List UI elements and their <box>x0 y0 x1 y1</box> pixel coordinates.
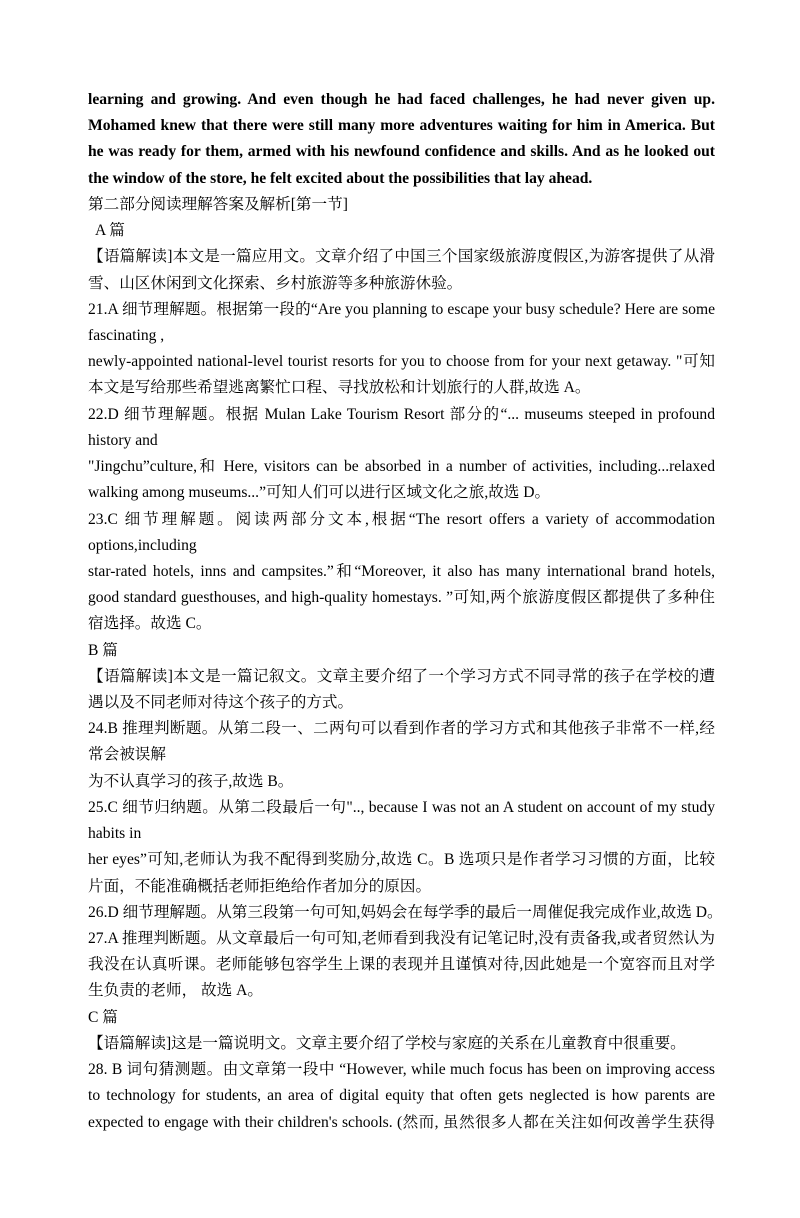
text-line: he was ready for them, armed with his newfound confidence and skills. And as he looked out <box>88 143 715 161</box>
text-line: the window of the store, he felt excited about the possibilities that lay ahead. <box>88 169 593 187</box>
text-line: 21.A 细节理解题。根据第一段的“Are you planning to escape your busy schedule? Here are some <box>88 300 715 318</box>
text-line: 【语篇解读]这是一篇说明文。文章主要介绍了学校与家庭的关系在儿童教育中很重要。 <box>88 1034 686 1052</box>
text-line: 22.D 细节理解题。根据 Mulan Lake Tourism Resort 部分的“... museums steeped in profound <box>88 405 715 423</box>
text-line: 25.C 细节归纳题。从第二段最后一句".., because I was not an A student on account of my study <box>88 798 715 816</box>
text-line: walking among museums...”可知人们可以进行区域文化之旅,故选 D。 <box>88 484 551 502</box>
text-line: 遇以及不同老师对待这个孩子的方式。 <box>88 694 354 712</box>
text-line: learning and growing. And even though he had faced challenges, he had never given up. <box>88 91 715 108</box>
text-line: 生负责的老师， 故选 A。 <box>88 982 263 1000</box>
text-line: star-rated hotels, inns and campsites.”和“Moreover, it also has many international brand hotels, <box>88 562 715 580</box>
text-line: her eyes”可知,老师认为我不配得到奖励分,故选 C。B 选项只是作者学习习惯的方面，比较 <box>88 851 715 869</box>
text-line: "Jingchu”culture,和 Here, visitors can be absorbed in a number of activities, including...relaxed <box>88 458 715 476</box>
text-line: fascinating , <box>88 326 165 344</box>
text-line: Mohamed knew that there were still many more adventures waiting for him in America. But <box>88 117 715 135</box>
text-line: 雪、山区休闲到文化探索、乡村旅游等多种旅游休验。 <box>88 274 463 292</box>
text-line: 本文是写给那些希望逃离繁忙口程、寻找放松和计划旅行的人群,故选 A。 <box>88 379 591 397</box>
text-line: 宿选择。故选 C。 <box>88 615 212 633</box>
text-line: 我没在认真听课。老师能够包容学生上课的表现并且谨慎对待,因此她是一个宽容而且对学 <box>88 956 715 974</box>
text-line: C 篇 <box>88 1008 118 1026</box>
text-line: 为不认真学习的孩子,故选 B。 <box>88 772 294 790</box>
text-line: newly-appointed national-level tourist resorts for you to choose from for your next getaway. "可知 <box>88 353 715 371</box>
text-line: expected to engage with their children's schools. (然而, 虽然很多人都在关注如何改善学生获得 <box>88 1113 715 1131</box>
text-line: 第二部分阅读理解答案及解析[第一节] <box>88 195 348 213</box>
answer-key-document <box>88 87 723 1136</box>
text-line: history and <box>88 431 158 449</box>
text-line: 23.C 细节理解题。阅读两部分文本,根据“The resort offers a variety of accommodation <box>88 510 715 528</box>
text-line: options,including <box>88 536 197 554</box>
text-line: 片面，不能准确概括老师拒绝给作者加分的原因。 <box>88 877 432 895</box>
text-line: habits in <box>88 825 142 843</box>
text-line: 27.A 推理判断题。从文章最后一句可知,老师看到我没有记笔记时,没有责备我,或者贸然认为 <box>88 930 715 947</box>
text-line: to technology for students, an area of digital equity that often gets neglected is how parents are <box>88 1087 715 1105</box>
text-line: B 篇 <box>88 641 118 659</box>
text-line: 【语篇解读]本文是一篇记叙文。文章主要介绍了一个学习方式不同寻常的孩子在学校的遭 <box>88 667 715 685</box>
text-line: 26.D 细节理解题。从第三段第一句可知,妈妈会在每学季的最后一周催促我完成作业,故选 D。 <box>88 903 723 921</box>
text-line: 24.B 推理判断题。从第二段一、二两句可以看到作者的学习方式和其他孩子非常不一样,经 <box>88 720 715 738</box>
text-line: 【语篇解读]本文是一篇应用文。文章介绍了中国三个国家级旅游度假区,为游客提供了从滑 <box>88 248 715 266</box>
text-line: A 篇 <box>95 222 125 240</box>
text-line: good standard guesthouses, and high-quality homestays. ”可知,两个旅游度假区都提供了多种住 <box>88 589 715 607</box>
text-line: 28. B 词句猜测题。由文章第一段中 “However, while much focus has been on improving access <box>88 1061 715 1079</box>
text-line: 常会被误解 <box>88 746 166 764</box>
